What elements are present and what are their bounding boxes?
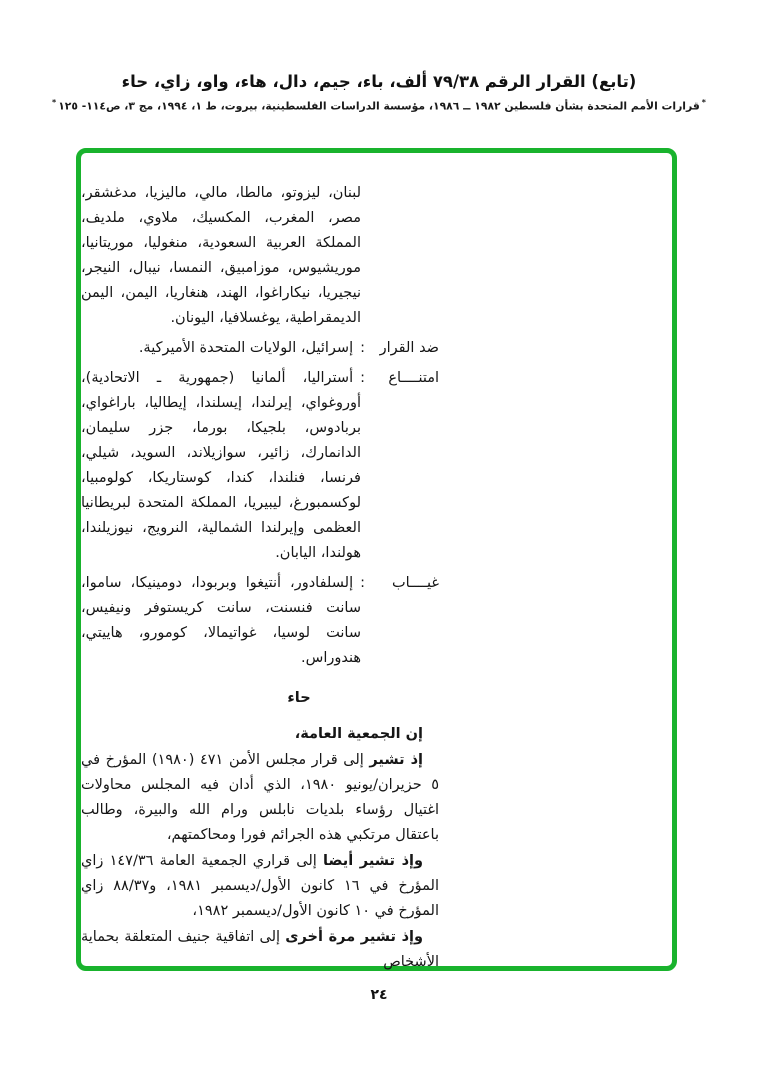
vote-label-against: ضد القرار (379, 340, 439, 356)
label-colon: : (360, 575, 365, 591)
preamble-paragraph-1 (81, 748, 439, 848)
paragraph-body: إلى اتفاقية جنيف المتعلقة بحماية الأشخاص (81, 929, 439, 970)
preamble-paragraph-3 (81, 925, 439, 975)
label-colon: : (360, 370, 365, 386)
footnote-mark-start: * (701, 98, 706, 107)
paragraph-lead-in: وإذ تشير أيضا (323, 853, 424, 869)
preamble-intro: إن الجمعية العامة، (294, 726, 423, 742)
preamble-paragraph-2 (81, 849, 439, 924)
vote-label-abstain: امتنــــاع (388, 370, 439, 386)
source-citation (0, 98, 758, 113)
vote-countries-absent: إلسلفادور، أنتيغوا وبربودا، دومينيكا، ساموا، سانت فنسنت، سانت كريستوفر ونيفيس، سانت لوسيا، غواتيمالا، كومورو، هاييتي، هندوراس. (81, 575, 361, 666)
content-frame (76, 148, 677, 971)
label-colon: : (360, 340, 365, 356)
source-citation-text: قرارات الأمم المتحدة بشأن فلسطين ١٩٨٢ ــ ١٩٨٦، مؤسسة الدراسات الفلسطينية، بيروت، ط ١، ١٩٩٤، مج ٣، ص١١٤- ١٢٥ (58, 99, 700, 113)
vote-label-absent: غيــــاب (391, 575, 439, 591)
in-favour-countries-continuation: لبنان، ليزوتو، مالطا، مالي، ماليزيا، مدغشقر، مصر، المغرب، المكسيك، ملاوي، ملديف، المملكة العربية السعودية، منغوليا، موريتانيا، موريشيوس، موزامبيق، النمسا، نيبال، النيجر، نيجيريا، نيكاراغوا، الهند، هنغاريا، اليمن، اليمن الديمقراطية، يوغسلافيا، اليونان. (81, 185, 361, 326)
text-column (81, 181, 439, 975)
page-header (0, 72, 758, 113)
vote-entry-abstain (81, 366, 439, 566)
paragraph-lead-in: وإذ تشير مرة أخرى (285, 929, 423, 945)
footnote-mark-end: * (52, 98, 57, 107)
vote-entry-absent (81, 571, 439, 671)
vote-countries-against: إسرائيل، الولايات المتحدة الأميركية. (138, 340, 354, 356)
section-heading-haa: حاء (287, 690, 311, 706)
paragraph-lead-in: إذ تشير (369, 752, 423, 768)
paragraph-body: إلى قرار مجلس الأمن ٤٧١ (١٩٨٠) المؤرخ في ٥ حزيران/يونيو ١٩٨٠، الذي أدان فيه المجلس محاولات اغتيال رؤساء بلديات نابلس ورام الله والبيرة، وطالب باعتقال مرتكبي هذه الجرائم فورا ومحاكمتهم، (81, 752, 439, 843)
paragraph-body: إلى قراري الجمعية العامة ١٤٧/٣٦ زاي المؤرخ في ١٦ كانون الأول/ديسمبر ١٩٨١، و٨٨/٣٧ زاي المؤرخ في ١٠ كانون الأول/ديسمبر ١٩٨٢، (81, 853, 440, 919)
resolution-title: (تابع) القرار الرقم ٧٩/٣٨ ألف، باء، جيم، دال، هاء، واو، زاي، حاء (121, 72, 637, 91)
page-number: ٢٤ (370, 987, 388, 1003)
vote-entry-against (81, 336, 439, 361)
vote-countries-abstain: أستراليا، ألمانيا (جمهورية ـ الاتحادية)، أوروغواي، إيرلندا، إيسلندا، إيطاليا، باراغواي، بربادوس، بلجيكا، بورما، جزر سليمان، الدانمارك، زائير، سوازيلاند، السويد، شيلي، فرنسا، فنلندا، كندا، كوستاريكا، كولومبيا، لوكسمبورغ، ليبيريا، المملكة المتحدة لبريطانيا العظمى وإيرلندا الشمالية، النرويج، نيوزيلندا، هولندا، اليابان. (81, 370, 361, 561)
